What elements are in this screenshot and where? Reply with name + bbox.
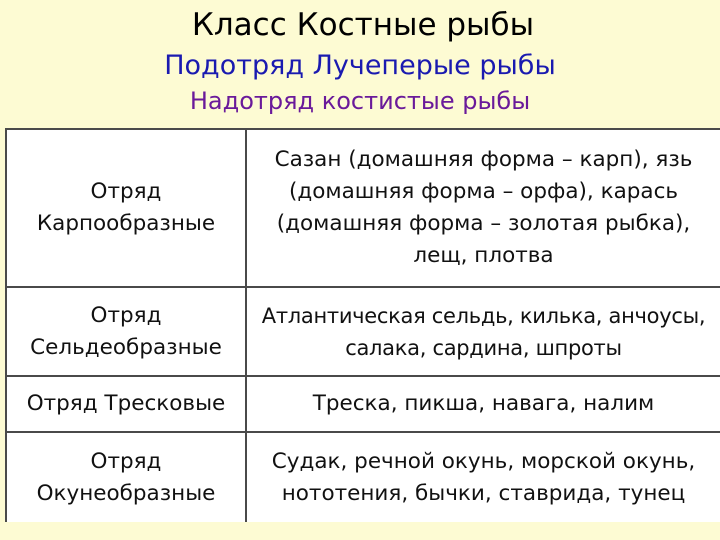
species-cell: Атлантическая сельдь, килька, анчоусы, салака, сардина, шпроты (261, 303, 706, 360)
order-cell: Отряд Тресковые (7, 377, 247, 431)
table-row (7, 377, 720, 433)
slide-subtitle-suborder: Подотряд Лучеперые рыбы (164, 50, 556, 81)
table-row (7, 288, 720, 377)
slide-title-class: Класс Костные рыбы (191, 7, 535, 43)
classification-table (5, 128, 720, 522)
table-row (7, 433, 720, 522)
table-row (7, 130, 720, 288)
species-cell: Сазан (домашняя форма – карп), язь (домашняя форма – орфа), карась (домашняя форма – золотая рыбка), лещ, плотва (274, 147, 693, 268)
order-cell: Отряд Карпообразные (7, 130, 247, 286)
order-cell: Отряд Сельдеобразные (7, 288, 247, 375)
order-cell: Отряд Окунеобразные (7, 433, 247, 522)
slide-subtitle-superorder: Надотряд костистые рыбы (189, 87, 531, 115)
species-cell: Треска, пикша, навага, налим (312, 391, 655, 416)
species-cell: Судак, речной окунь, морской окунь, нототения, бычки, ставрида, тунец (271, 448, 696, 506)
